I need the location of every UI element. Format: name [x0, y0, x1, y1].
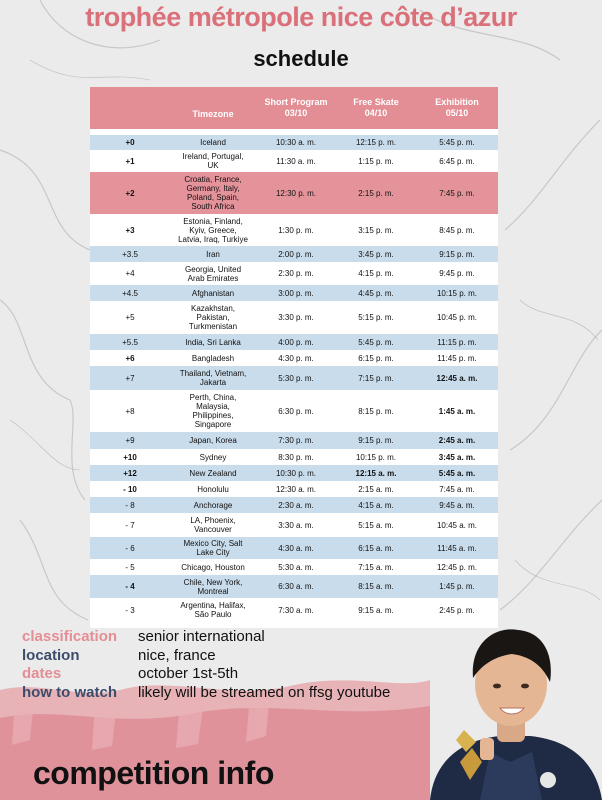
offset-cell: +12: [90, 465, 170, 481]
dates-value: october 1st-5th: [138, 665, 239, 682]
fs-cell: 9:15 p. m.: [336, 432, 416, 449]
zone-cell: Anchorage: [170, 497, 256, 513]
zone-cell: Kazakhstan, Pakistan, Turkmenistan: [188, 304, 238, 331]
fs-cell: 3:15 p. m.: [358, 225, 394, 235]
table-row: [90, 262, 498, 285]
fs-cell: 3:45 p. m.: [336, 246, 416, 262]
offset-cell: - 7: [125, 520, 135, 530]
offset-cell: - 6: [90, 537, 170, 559]
info-row-classification: [22, 628, 390, 647]
header-exhibition: Exhibition 05/10: [416, 87, 498, 129]
sp-cell: 10:30 a. m.: [256, 135, 336, 150]
fs-cell: 5:45 p. m.: [336, 334, 416, 350]
sp-cell: 2:00 p. m.: [256, 246, 336, 262]
zone-cell: Georgia, United Arab Emirates: [184, 264, 242, 283]
ex-cell: 1:45 p. m.: [416, 575, 498, 598]
info-row-dates: [22, 665, 390, 684]
offset-cell: +3: [125, 225, 135, 235]
sp-cell: 6:30 a. m.: [256, 575, 336, 598]
table-row: [90, 334, 498, 350]
ex-cell: 5:45 a. m.: [416, 465, 498, 481]
ex-cell: 7:45 a. m.: [439, 484, 475, 494]
table-row: [90, 150, 498, 172]
schedule-heading: schedule: [253, 46, 349, 71]
fs-cell: 12:15 p. m.: [336, 135, 416, 150]
zone-cell: Ireland, Portugal, UK: [182, 152, 244, 170]
sp-cell: 12:30 p. m.: [256, 172, 336, 214]
sp-cell: 7:30 a. m.: [278, 605, 314, 615]
page-title: trophée métropole nice côte d’azur: [85, 2, 517, 32]
sp-cell: 2:30 a. m.: [256, 497, 336, 513]
zone-cell: Japan, Korea: [170, 432, 256, 449]
info-row-location: [22, 647, 390, 666]
offset-cell: - 8: [90, 497, 170, 513]
fs-cell: 2:15 p. m.: [336, 172, 416, 214]
table-row: [90, 481, 498, 497]
fs-cell: 12:15 a. m.: [336, 465, 416, 481]
fs-cell: 10:15 p. m.: [355, 452, 397, 462]
fs-cell: 1:15 p. m.: [358, 156, 394, 166]
ex-cell: 11:45 a. m.: [416, 537, 498, 559]
offset-cell: +8: [125, 406, 135, 416]
ex-cell: 3:45 a. m.: [438, 452, 476, 462]
offset-cell: +3.5: [90, 246, 170, 262]
table-row: [90, 214, 498, 246]
sp-cell: 4:00 p. m.: [256, 334, 336, 350]
offset-cell: +10: [123, 452, 137, 462]
offset-cell: - 5: [125, 562, 135, 572]
fs-cell: 8:15 a. m.: [336, 575, 416, 598]
table-row: [90, 559, 498, 575]
ex-cell: 9:15 p. m.: [416, 246, 498, 262]
zone-cell: Iran: [170, 246, 256, 262]
watch-label: how to watch: [22, 683, 117, 701]
sp-cell: 1:30 p. m.: [278, 225, 314, 235]
zone-cell: Honolulu: [197, 484, 229, 494]
sp-cell: 5:30 a. m.: [278, 562, 314, 572]
table-row: [90, 449, 498, 465]
zone-cell: Mexico City, Salt Lake City: [170, 537, 256, 559]
fs-cell: 4:45 p. m.: [336, 285, 416, 301]
offset-cell: - 10: [123, 484, 137, 494]
fs-cell: 5:15 a. m.: [358, 520, 394, 530]
table-row: [90, 301, 498, 334]
offset-cell: - 4: [90, 575, 170, 598]
sp-cell: 5:30 p. m.: [256, 366, 336, 390]
ex-cell: 9:45 p. m.: [439, 269, 475, 278]
zone-cell: Afghanistan: [170, 285, 256, 301]
zone-cell: Thailand, Vietnam, Jakarta: [170, 366, 256, 390]
fs-cell: 9:15 a. m.: [358, 605, 394, 615]
offset-cell: - 3: [125, 605, 135, 615]
zone-cell: Chile, New York, Montreal: [170, 575, 256, 598]
watch-value: likely will be streamed on ffsg youtube: [138, 683, 391, 701]
fs-cell: 4:15 a. m.: [336, 497, 416, 513]
fs-cell: 7:15 a. m.: [358, 562, 394, 572]
competition-info: [22, 628, 390, 702]
skater-photo: [420, 612, 602, 800]
zone-cell: Sydney: [199, 452, 227, 462]
ex-cell: 11:15 p. m.: [416, 334, 498, 350]
offset-cell: +7: [90, 366, 170, 390]
table-row: [90, 575, 498, 598]
table-row: [90, 246, 498, 262]
sp-cell: 3:30 p. m.: [278, 313, 314, 322]
location-label: location: [22, 646, 80, 664]
footer-heading: competition info: [33, 755, 274, 791]
fs-cell: 8:15 p. m.: [358, 406, 394, 416]
dates-label: dates: [22, 665, 62, 682]
sp-cell: 4:30 a. m.: [256, 537, 336, 559]
header-timezone: Timezone: [170, 87, 256, 129]
info-row-watch: [22, 684, 390, 703]
ex-cell: 10:15 p. m.: [416, 285, 498, 301]
sp-cell: 8:30 p. m.: [278, 452, 314, 462]
table-row: [90, 390, 498, 432]
offset-cell: +5: [125, 313, 135, 322]
offset-cell: +5.5: [90, 334, 170, 350]
table-row: [90, 350, 498, 366]
zone-cell: Perth, China, Malaysia, Philippines, Singapore: [189, 393, 237, 429]
sp-cell: 7:30 p. m.: [256, 432, 336, 449]
ex-cell: 6:45 p. m.: [439, 156, 475, 166]
header-short-program: Short Program 03/10: [256, 87, 336, 129]
offset-cell: +4: [125, 269, 135, 278]
table-row: [90, 366, 498, 390]
ex-cell: 12:45 a. m.: [416, 366, 498, 390]
zone-cell: India, Sri Lanka: [170, 334, 256, 350]
ex-cell: 12:45 p. m.: [436, 562, 478, 572]
sp-cell: 2:30 p. m.: [278, 269, 314, 278]
offset-cell: +0: [90, 135, 170, 150]
zone-cell: Iceland: [170, 135, 256, 150]
table-row: [90, 497, 498, 513]
sp-cell: 10:30 p. m.: [256, 465, 336, 481]
table-row: [90, 465, 498, 481]
schedule-table: [90, 87, 498, 628]
location-value: nice, france: [138, 646, 216, 664]
ex-cell: 7:45 p. m.: [416, 172, 498, 214]
zone-cell: Argentina, Halifax, São Paulo: [180, 601, 246, 619]
ex-cell: 9:45 a. m.: [416, 497, 498, 513]
ex-cell: 11:45 p. m.: [437, 353, 477, 363]
zone-cell: Chicago, Houston: [181, 562, 245, 572]
fs-cell: 6:15 a. m.: [336, 537, 416, 559]
sp-cell: 3:30 a. m.: [278, 520, 314, 530]
table-row: [90, 432, 498, 449]
offset-cell: +1: [125, 156, 135, 166]
fs-cell: 4:15 p. m.: [358, 269, 394, 278]
offset-cell: +4.5: [90, 285, 170, 301]
ex-cell: 2:45 a. m.: [416, 432, 498, 449]
fs-cell: 6:15 p. m.: [358, 353, 394, 363]
classification-label: classification: [22, 628, 118, 645]
offset-cell: +2: [90, 172, 170, 214]
zone-cell: New Zealand: [170, 465, 256, 481]
ex-cell: 10:45 p. m.: [436, 313, 478, 322]
offset-cell: +9: [90, 432, 170, 449]
ex-cell: 2:45 p. m.: [439, 605, 475, 615]
header-row: [90, 87, 498, 129]
zone-cell: Estonia, Finland, Kyiv, Greece, Latvia, Iraq, Turkiye: [178, 216, 248, 244]
sp-cell: 3:00 p. m.: [256, 285, 336, 301]
fs-cell: 7:15 p. m.: [336, 366, 416, 390]
sp-cell: 11:30 a. m.: [276, 156, 316, 166]
zone-cell: Bangladesh: [191, 353, 235, 363]
offset-cell: +6: [125, 353, 135, 363]
header-offset: [90, 87, 170, 129]
ex-cell: 1:45 a. m.: [438, 406, 476, 416]
fs-cell: 5:15 p. m.: [358, 313, 394, 322]
table-row: [90, 537, 498, 559]
zone-cell: LA, Phoenix, Vancouver: [190, 516, 236, 534]
header-free-skate: Free Skate 04/10: [336, 87, 416, 129]
table-row: [90, 135, 498, 150]
sp-cell: 4:30 p. m.: [278, 353, 314, 363]
ex-cell: 5:45 p. m.: [416, 135, 498, 150]
ex-cell: 10:45 a. m.: [436, 520, 478, 530]
sp-cell: 6:30 p. m.: [278, 406, 314, 416]
table-row: [90, 513, 498, 537]
fs-cell: 2:15 a. m.: [358, 484, 394, 494]
ex-cell: 8:45 p. m.: [439, 225, 475, 235]
sp-cell: 12:30 a. m.: [275, 484, 317, 494]
table-row: [90, 172, 498, 214]
classification-value: senior international: [138, 628, 265, 645]
table-row: [90, 285, 498, 301]
zone-cell: Croatia, France, Germany, Italy, Poland, Spain, South Africa: [170, 172, 256, 214]
